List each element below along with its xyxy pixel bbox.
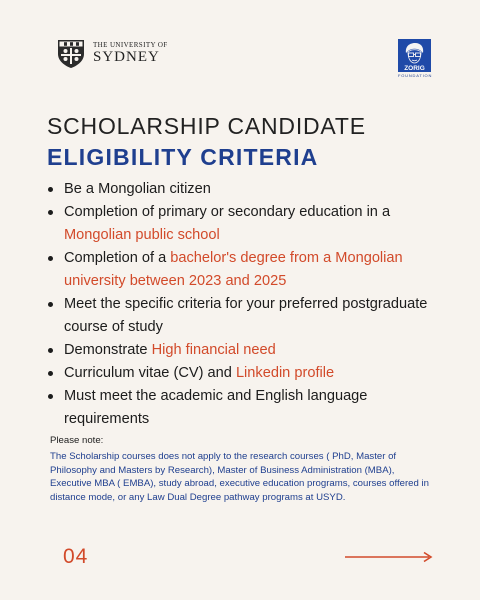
criteria-item: [40, 201, 440, 247]
university-name-line1: THE UNIVERSITY OF: [93, 40, 168, 49]
criteria-text: Completion of primary or secondary education in a: [64, 204, 391, 220]
title-line-2: ELIGIBILITY CRITERIA: [47, 144, 319, 170]
criteria-text: Completion of a: [64, 250, 171, 266]
title-line-1: SCHOLARSHIP CANDIDATE: [47, 113, 366, 139]
criteria-text: Must meet the academic and English language requirements: [64, 388, 368, 427]
criteria-item: [40, 385, 440, 431]
criteria-item: [40, 293, 440, 339]
criteria-text: Be a Mongolian citizen: [64, 181, 211, 197]
crest-icon: [55, 37, 87, 69]
criteria-text: Meet the specific criteria for your preferred postgraduate course of study: [64, 296, 428, 335]
criteria-text: Curriculum vitae (CV) and: [64, 365, 236, 381]
foundation-name: ZORIG: [404, 65, 425, 72]
criteria-highlight: High financial need: [151, 342, 276, 358]
criteria-highlight: bachelor's degree from a Mongolian university between 2023 and 2025: [64, 250, 403, 289]
university-name-line2: SYDNEY: [93, 48, 160, 65]
criteria-item: [40, 339, 440, 362]
criteria-text: Demonstrate: [64, 342, 152, 358]
portrait-icon: [398, 39, 431, 72]
arrow-right-icon[interactable]: [345, 551, 433, 563]
criteria-item: [40, 362, 440, 385]
page-number: 04: [63, 545, 89, 568]
foundation-caption: FOUNDATION: [398, 73, 433, 78]
criteria-list: [40, 178, 440, 431]
criteria-highlight: Mongolian public school: [64, 227, 220, 243]
foundation-logo: [398, 39, 431, 78]
criteria-item: [40, 178, 440, 201]
university-logo: [55, 37, 168, 69]
note-body: The Scholarship courses does not apply to the research courses ( PhD, Master of Philosophy and Masters by Research), Master of Business Administration (MBA), Executive MBA ( EMBA), study abroad, executive education programs, courses offered in distance mode, or any Law Dual Degree pathway programs at USYD.: [50, 451, 429, 503]
criteria-highlight: Linkedin profile: [235, 365, 335, 381]
criteria-item: [40, 247, 440, 293]
note-heading: Please note:: [50, 435, 104, 446]
